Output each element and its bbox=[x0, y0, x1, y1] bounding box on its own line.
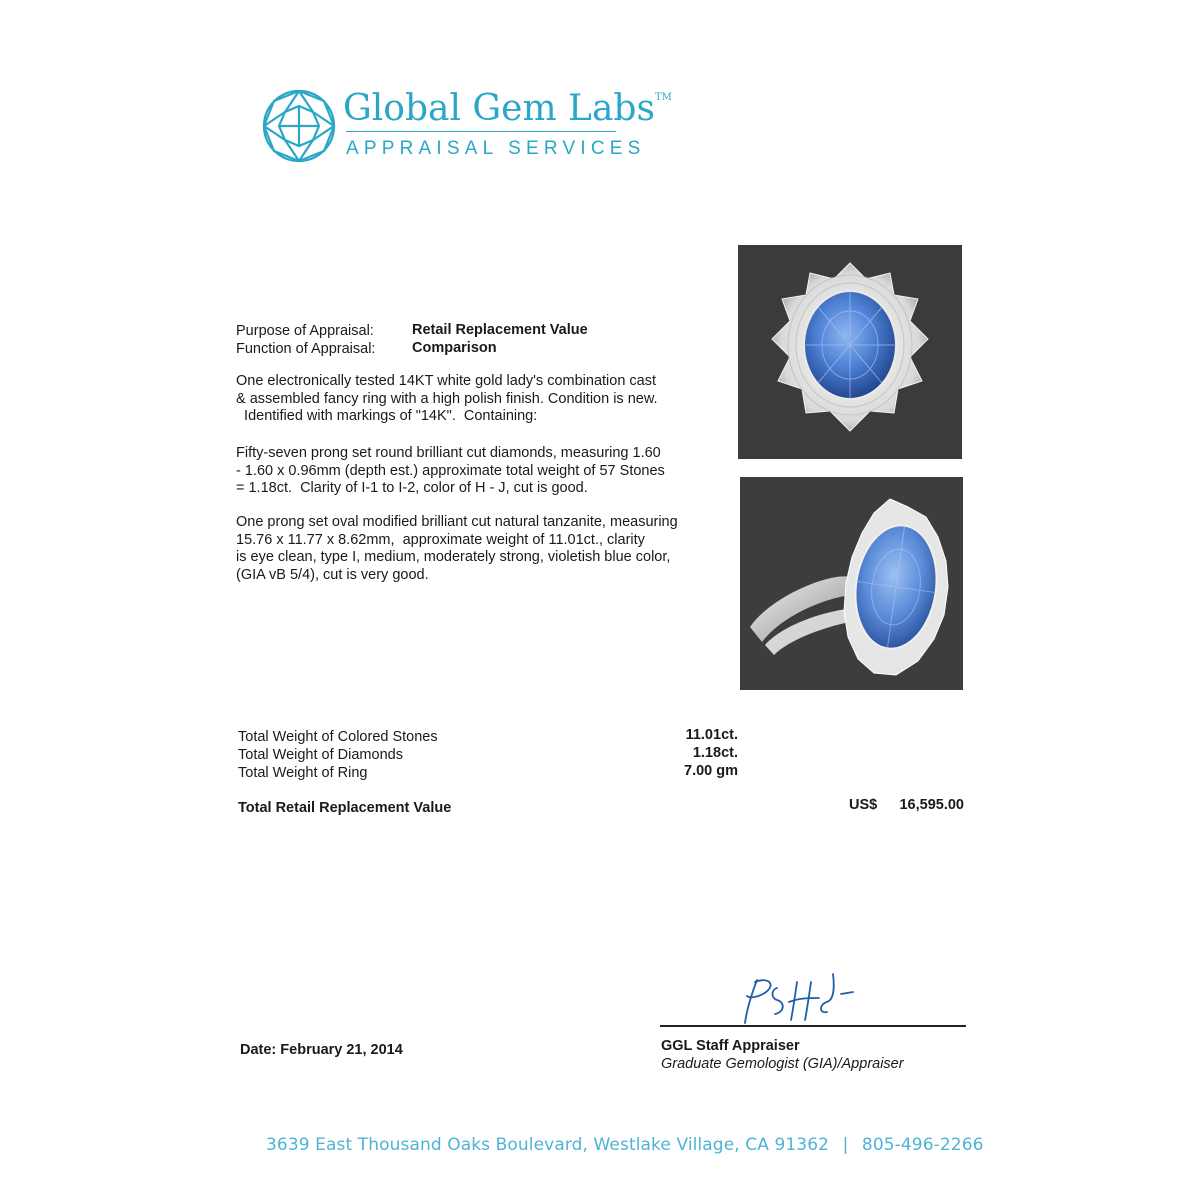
ring-photo-side bbox=[740, 477, 963, 690]
function-label: Function of Appraisal: bbox=[236, 341, 376, 357]
grand-total-currency: US$ bbox=[849, 797, 878, 813]
function-value: Comparison bbox=[412, 340, 497, 356]
diamond-line: = 1.18ct. Clarity of I-1 to I-2, color of H - J, cut is good. bbox=[236, 480, 588, 496]
total-label: Total Weight of Ring bbox=[238, 765, 368, 781]
gem-logo-icon bbox=[261, 88, 337, 164]
grand-total-value: 16,595.00 bbox=[899, 797, 964, 813]
total-value: 11.01ct. bbox=[685, 727, 738, 743]
diamond-line: Fifty-seven prong set round brilliant cut diamonds, measuring 1.60 bbox=[236, 445, 661, 461]
diamond-description bbox=[236, 445, 665, 498]
signature-line bbox=[660, 1025, 966, 1027]
total-value: 1.18ct. bbox=[692, 745, 738, 761]
tanzanite-line: 15.76 x 11.77 x 8.62mm, approximate weight of 11.01ct., clarity bbox=[236, 531, 645, 548]
appraiser-name: GGL Staff Appraiser bbox=[661, 1038, 800, 1054]
brand-subtitle: APPRAISAL SERVICES bbox=[346, 138, 646, 159]
tanzanite-line: is eye clean, type I, medium, moderately strong, violetish blue color, bbox=[236, 549, 671, 565]
tanzanite-description bbox=[236, 514, 678, 584]
brand-name: Global Gem Labs bbox=[343, 88, 655, 129]
grand-total-label: Total Retail Replacement Value bbox=[238, 800, 452, 816]
purpose-label: Purpose of Appraisal: bbox=[236, 323, 374, 339]
purpose-value: Retail Replacement Value bbox=[412, 322, 588, 338]
appraiser-title: Graduate Gemologist (GIA)/Appraiser bbox=[661, 1056, 904, 1072]
brand-underline bbox=[346, 131, 616, 132]
tanzanite-line: One prong set oval modified brilliant cut natural tanzanite, measuring bbox=[236, 514, 678, 530]
ring-photo-top bbox=[738, 245, 962, 459]
totals-table bbox=[238, 728, 738, 782]
ring-line: Identified with markings of "14K". Containing: bbox=[236, 408, 538, 424]
footer-phone: 805-496-2266 bbox=[861, 1135, 984, 1155]
tanzanite-line: (GIA vB 5/4), cut is very good. bbox=[236, 566, 429, 583]
logo bbox=[261, 88, 672, 168]
appraisal-date: Date: February 21, 2014 bbox=[240, 1042, 403, 1058]
ring-line: One electronically tested 14KT white gold lady's combination cast bbox=[236, 373, 657, 389]
footer-separator: | bbox=[842, 1135, 849, 1155]
footer-address: 3639 East Thousand Oaks Boulevard, Westlake Village, CA 91362 bbox=[266, 1135, 830, 1155]
brand-trademark: TM bbox=[654, 92, 672, 103]
appraiser-signature bbox=[715, 968, 875, 1028]
ring-description bbox=[236, 373, 658, 426]
total-value: 7.00 gm bbox=[684, 763, 738, 779]
footer bbox=[266, 1135, 984, 1155]
ring-line: & assembled fancy ring with a high polish finish. Condition is new. bbox=[236, 390, 658, 407]
diamond-line: - 1.60 x 0.96mm (depth est.) approximate total weight of 57 Stones bbox=[236, 462, 665, 479]
total-label: Total Weight of Colored Stones bbox=[238, 729, 438, 745]
total-label: Total Weight of Diamonds bbox=[238, 747, 403, 763]
